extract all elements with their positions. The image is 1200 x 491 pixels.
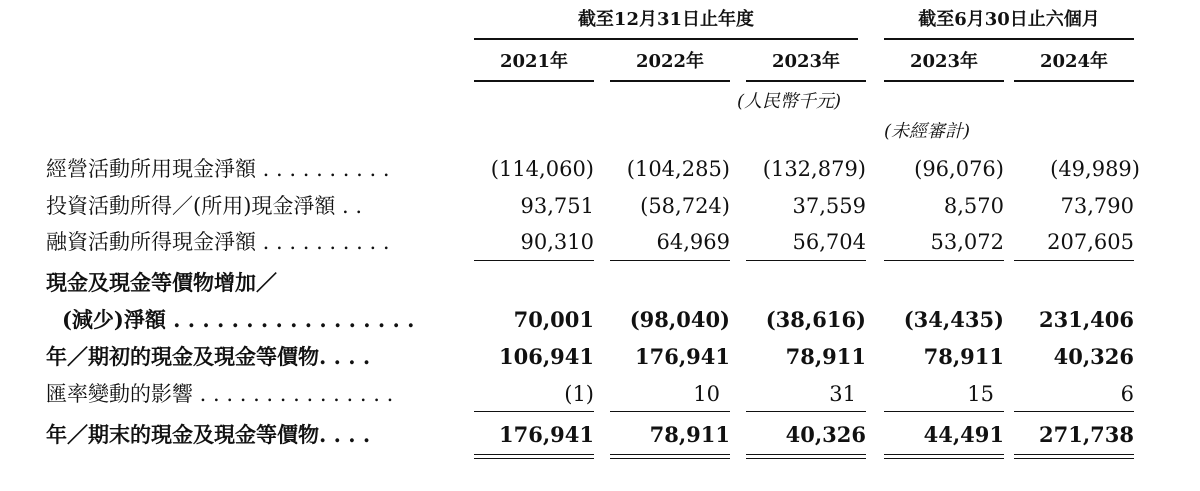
- row-label-net-change-line2: (減少)淨額 . . . . . . . . . . . . . . . . .: [62, 307, 415, 332]
- year-header-rule-2: [610, 80, 730, 82]
- value-cell: 231,406: [1039, 307, 1134, 332]
- value-cell: 56,704: [792, 230, 866, 254]
- value-cell: 40,326: [1053, 344, 1134, 369]
- subtotal-rule: [746, 260, 866, 261]
- year-header-rule-4: [884, 80, 1004, 82]
- header-group-interim-rule: [884, 38, 1134, 40]
- unit-note-rmb-thousands: (人民幣千元): [737, 91, 842, 112]
- value-cell: (49,989): [1050, 157, 1140, 181]
- subtotal-rule: [746, 411, 866, 412]
- total-double-rule: [610, 454, 730, 459]
- subtotal-rule: [884, 411, 1004, 412]
- year-header-3: 2023年: [771, 51, 841, 72]
- header-group-annual: 截至12月31日止年度: [577, 9, 755, 30]
- value-cell: 78,911: [785, 344, 866, 369]
- value-cell: (114,060): [490, 157, 594, 181]
- year-header-rule-5: [1014, 80, 1134, 82]
- value-cell: 53,072: [930, 230, 1004, 254]
- value-cell: 10: [693, 382, 720, 406]
- subtotal-rule: [1014, 260, 1134, 261]
- value-cell: 70,001: [513, 307, 594, 332]
- value-cell: 176,941: [499, 422, 594, 447]
- unaudited-note: (未經審計): [884, 121, 971, 142]
- row-label-net-change-line1: 現金及現金等價物增加／: [46, 270, 277, 295]
- row-label-investing: 投資活動所得／(所用)現金淨額 . .: [46, 194, 363, 218]
- value-cell: 15: [967, 382, 994, 406]
- subtotal-rule: [474, 411, 594, 412]
- value-cell: 40,326: [785, 422, 866, 447]
- total-double-rule: [1014, 454, 1134, 459]
- year-header-4: 2023年: [909, 51, 979, 72]
- value-cell: 90,310: [520, 230, 594, 254]
- total-double-rule: [474, 454, 594, 459]
- value-cell: (132,879): [762, 157, 866, 181]
- value-cell: 64,969: [656, 230, 730, 254]
- value-cell: 31: [829, 382, 856, 406]
- value-cell: 176,941: [635, 344, 730, 369]
- subtotal-rule: [884, 260, 1004, 261]
- total-double-rule: [746, 454, 866, 459]
- value-cell: 207,605: [1047, 230, 1134, 254]
- year-header-rule-3: [746, 80, 866, 82]
- value-cell: 93,751: [520, 194, 594, 218]
- value-cell: (96,076): [914, 157, 1004, 181]
- value-cell: 37,559: [792, 194, 866, 218]
- value-cell: (58,724): [640, 194, 730, 218]
- value-cell: (38,616): [765, 307, 866, 332]
- row-label-financing: 融資活動所得現金淨額 . . . . . . . . . .: [46, 230, 390, 254]
- row-label-beginning-cash: 年／期初的現金及現金等價物. . . .: [46, 344, 371, 369]
- year-header-1: 2021年: [499, 51, 569, 72]
- value-cell: 73,790: [1060, 194, 1134, 218]
- value-cell: 6: [1120, 382, 1134, 406]
- year-header-rule-1: [474, 80, 594, 82]
- total-double-rule: [884, 454, 1004, 459]
- value-cell: 8,570: [943, 194, 1004, 218]
- subtotal-rule: [610, 260, 730, 261]
- value-cell: 78,911: [649, 422, 730, 447]
- value-cell: 78,911: [923, 344, 1004, 369]
- subtotal-rule: [1014, 411, 1134, 412]
- subtotal-rule: [610, 411, 730, 412]
- value-cell: (98,040): [629, 307, 730, 332]
- value-cell: 106,941: [499, 344, 594, 369]
- subtotal-rule: [474, 260, 594, 261]
- row-label-fx-effect: 匯率變動的影響 . . . . . . . . . . . . . . .: [46, 382, 394, 406]
- value-cell: 44,491: [923, 422, 1004, 447]
- header-group-annual-rule: [474, 38, 858, 40]
- year-header-2: 2022年: [635, 51, 705, 72]
- value-cell: (34,435): [903, 307, 1004, 332]
- value-cell: 271,738: [1039, 422, 1134, 447]
- value-cell: (104,285): [626, 157, 730, 181]
- row-label-ending-cash: 年／期末的現金及現金等價物. . . .: [46, 422, 371, 447]
- row-label-operating: 經營活動所用現金淨額 . . . . . . . . . .: [46, 157, 390, 181]
- value-cell: (1): [564, 382, 594, 406]
- header-group-interim: 截至6月30日止六個月: [918, 9, 1100, 30]
- year-header-5: 2024年: [1039, 51, 1109, 72]
